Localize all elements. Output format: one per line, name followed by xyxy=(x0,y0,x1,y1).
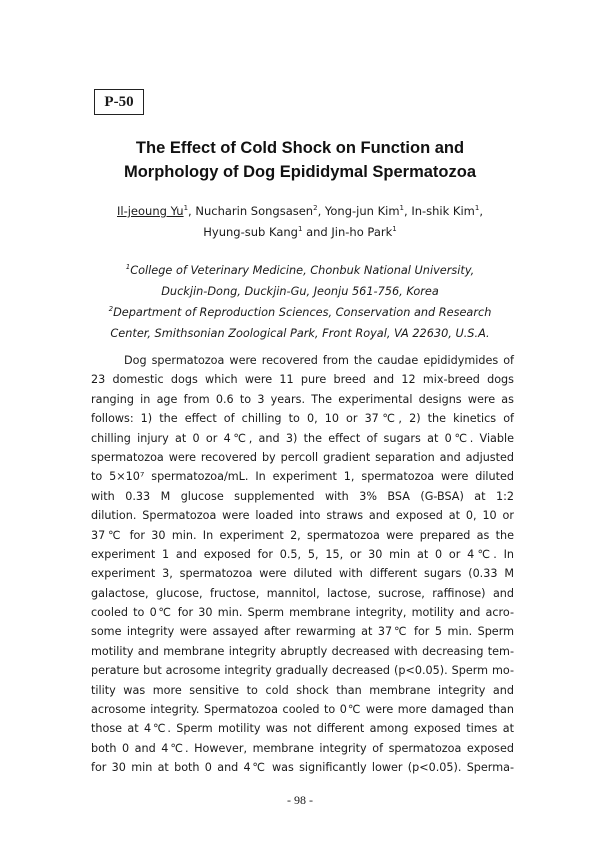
abstract-line: to 5×10⁷ spermatozoa/mL. In experiment 1, spermatozoa were diluted xyxy=(91,470,514,484)
abstract-line: experiment 1 and exposed for 0.5, 5, 15, or 30 min at 0 or 4℃. In xyxy=(91,547,514,561)
author-line-1: Il-jeoung Yu$^1$, Nucharin Songsasen$^2$, Yong-jun Kim$^1$, In-shik Kim$^1$, xyxy=(117,204,483,218)
author-list xyxy=(80,201,520,243)
author-affil-mark: 2 xyxy=(313,204,318,213)
abstract-line: both 0 and 4℃. However, membrane integrity of spermatozoa exposed xyxy=(91,741,514,755)
abstract-line: experiment 3, spermatozoa were diluted with different sugars (0.33 M xyxy=(91,567,514,581)
abstract-line: 23 domestic dogs which were 11 pure breed and 12 mix-breed dogs xyxy=(91,373,514,387)
author-name: Jin-ho Park xyxy=(331,225,393,239)
abstract-line: follows: 1) the effect of chilling to 0, 10 or 37℃, 2) the kinetics of xyxy=(91,412,514,426)
affiliation-1-line-1 xyxy=(60,260,540,281)
abstract-line: those at 4℃. Sperm motility was not different among exposed times at xyxy=(91,722,514,736)
author-affil-mark: 1 xyxy=(297,225,303,234)
abstract-line: ranging in age from 0.6 to 3 years. The experimental designs were as xyxy=(91,392,514,406)
affiliation-text: College of Veterinary Medicine, Chonbuk National University, xyxy=(130,264,475,277)
abstract-line: cooled to 0℃ for 30 min. Sperm membrane integrity, motility and acro- xyxy=(91,606,514,620)
abstract-line: motility and membrane integrity abruptly decreased with decreasing tem- xyxy=(91,644,514,658)
abstract-line: Dog spermatozoa were recovered from the caudae epididymides of xyxy=(124,354,514,367)
author-affil-mark: 1 xyxy=(392,225,397,234)
affiliation-2-line-2: Center, Smithsonian Zoological Park, Front Royal, VA 22630, U.S.A. xyxy=(110,327,490,340)
author-name: Il-jeoung Yu xyxy=(117,204,184,218)
abstract-line: spermatozoa were recovered by percoll gradient separation and adjusted xyxy=(91,450,514,464)
author-name: Nucharin Songsasen xyxy=(195,204,314,218)
affiliation-1-line-2: Duckjin-Dong, Duckjin-Gu, Jeonju 561-756, Korea xyxy=(161,285,439,298)
abstract-line: tility was more sensitive to cold shock than membrane integrity and xyxy=(91,683,514,697)
author-connector: and xyxy=(306,225,328,239)
abstract-line: 37℃ for 30 min. In experiment 2, spermatozoa were prepared as the xyxy=(91,528,514,542)
author-affil-mark: 1 xyxy=(399,204,404,213)
author-affil-mark: 1 xyxy=(474,204,480,213)
paper-title xyxy=(60,136,540,184)
affiliation-text: Department of Reproduction Sciences, Conservation and Research xyxy=(113,306,492,319)
author-name: In-shik Kim xyxy=(411,204,475,218)
abstract-line: with 0.33 M glucose supplemented with 3% BSA (G-BSA) at 1:2 xyxy=(91,489,514,503)
abstract-line: chilling injury at 0 or 4℃, and 3) the effect of sugars at 0℃. Viable xyxy=(91,431,514,445)
abstract-line: acrosome integrity. Spermatozoa cooled to 0℃ were more damaged than xyxy=(91,703,514,717)
author-affil-mark: 1 xyxy=(183,204,189,213)
abstract-line: perature but acrosome integrity gradually decreased (p<0.05). Sperm mo- xyxy=(91,664,514,678)
affiliation-mark: 2 xyxy=(108,305,114,314)
affiliation-mark: 1 xyxy=(125,263,131,272)
abstract-line: dilution. Spermatozoa were loaded into straws and exposed at 0, 10 or xyxy=(91,509,514,523)
title-line-2: Morphology of Dog Epididymal Spermatozoa xyxy=(123,163,476,181)
title-line-1: The Effect of Cold Shock on Function and xyxy=(135,139,465,157)
poster-number: P-50 xyxy=(104,93,134,110)
author-line-2 xyxy=(80,222,520,243)
page-number: - 98 - xyxy=(287,793,313,807)
author-name: Hyung-sub Kang xyxy=(203,225,298,239)
author-name: Yong-jun Kim xyxy=(324,204,400,218)
affiliation-list xyxy=(60,260,540,344)
abstract-line: some integrity were assayed after rewarming at 37℃ for 5 min. Sperm xyxy=(91,625,514,639)
abstract-body xyxy=(91,351,514,778)
abstract-line: galactose, glucose, fructose, mannitol, lactose, sucrose, raffinose) and xyxy=(91,586,514,600)
poster-number-box xyxy=(94,89,144,115)
affiliation-2-line-1 xyxy=(60,302,540,323)
abstract-line: for 30 min at both 0 and 4℃ was significantly lower (p<0.05). Sperma- xyxy=(91,761,514,775)
